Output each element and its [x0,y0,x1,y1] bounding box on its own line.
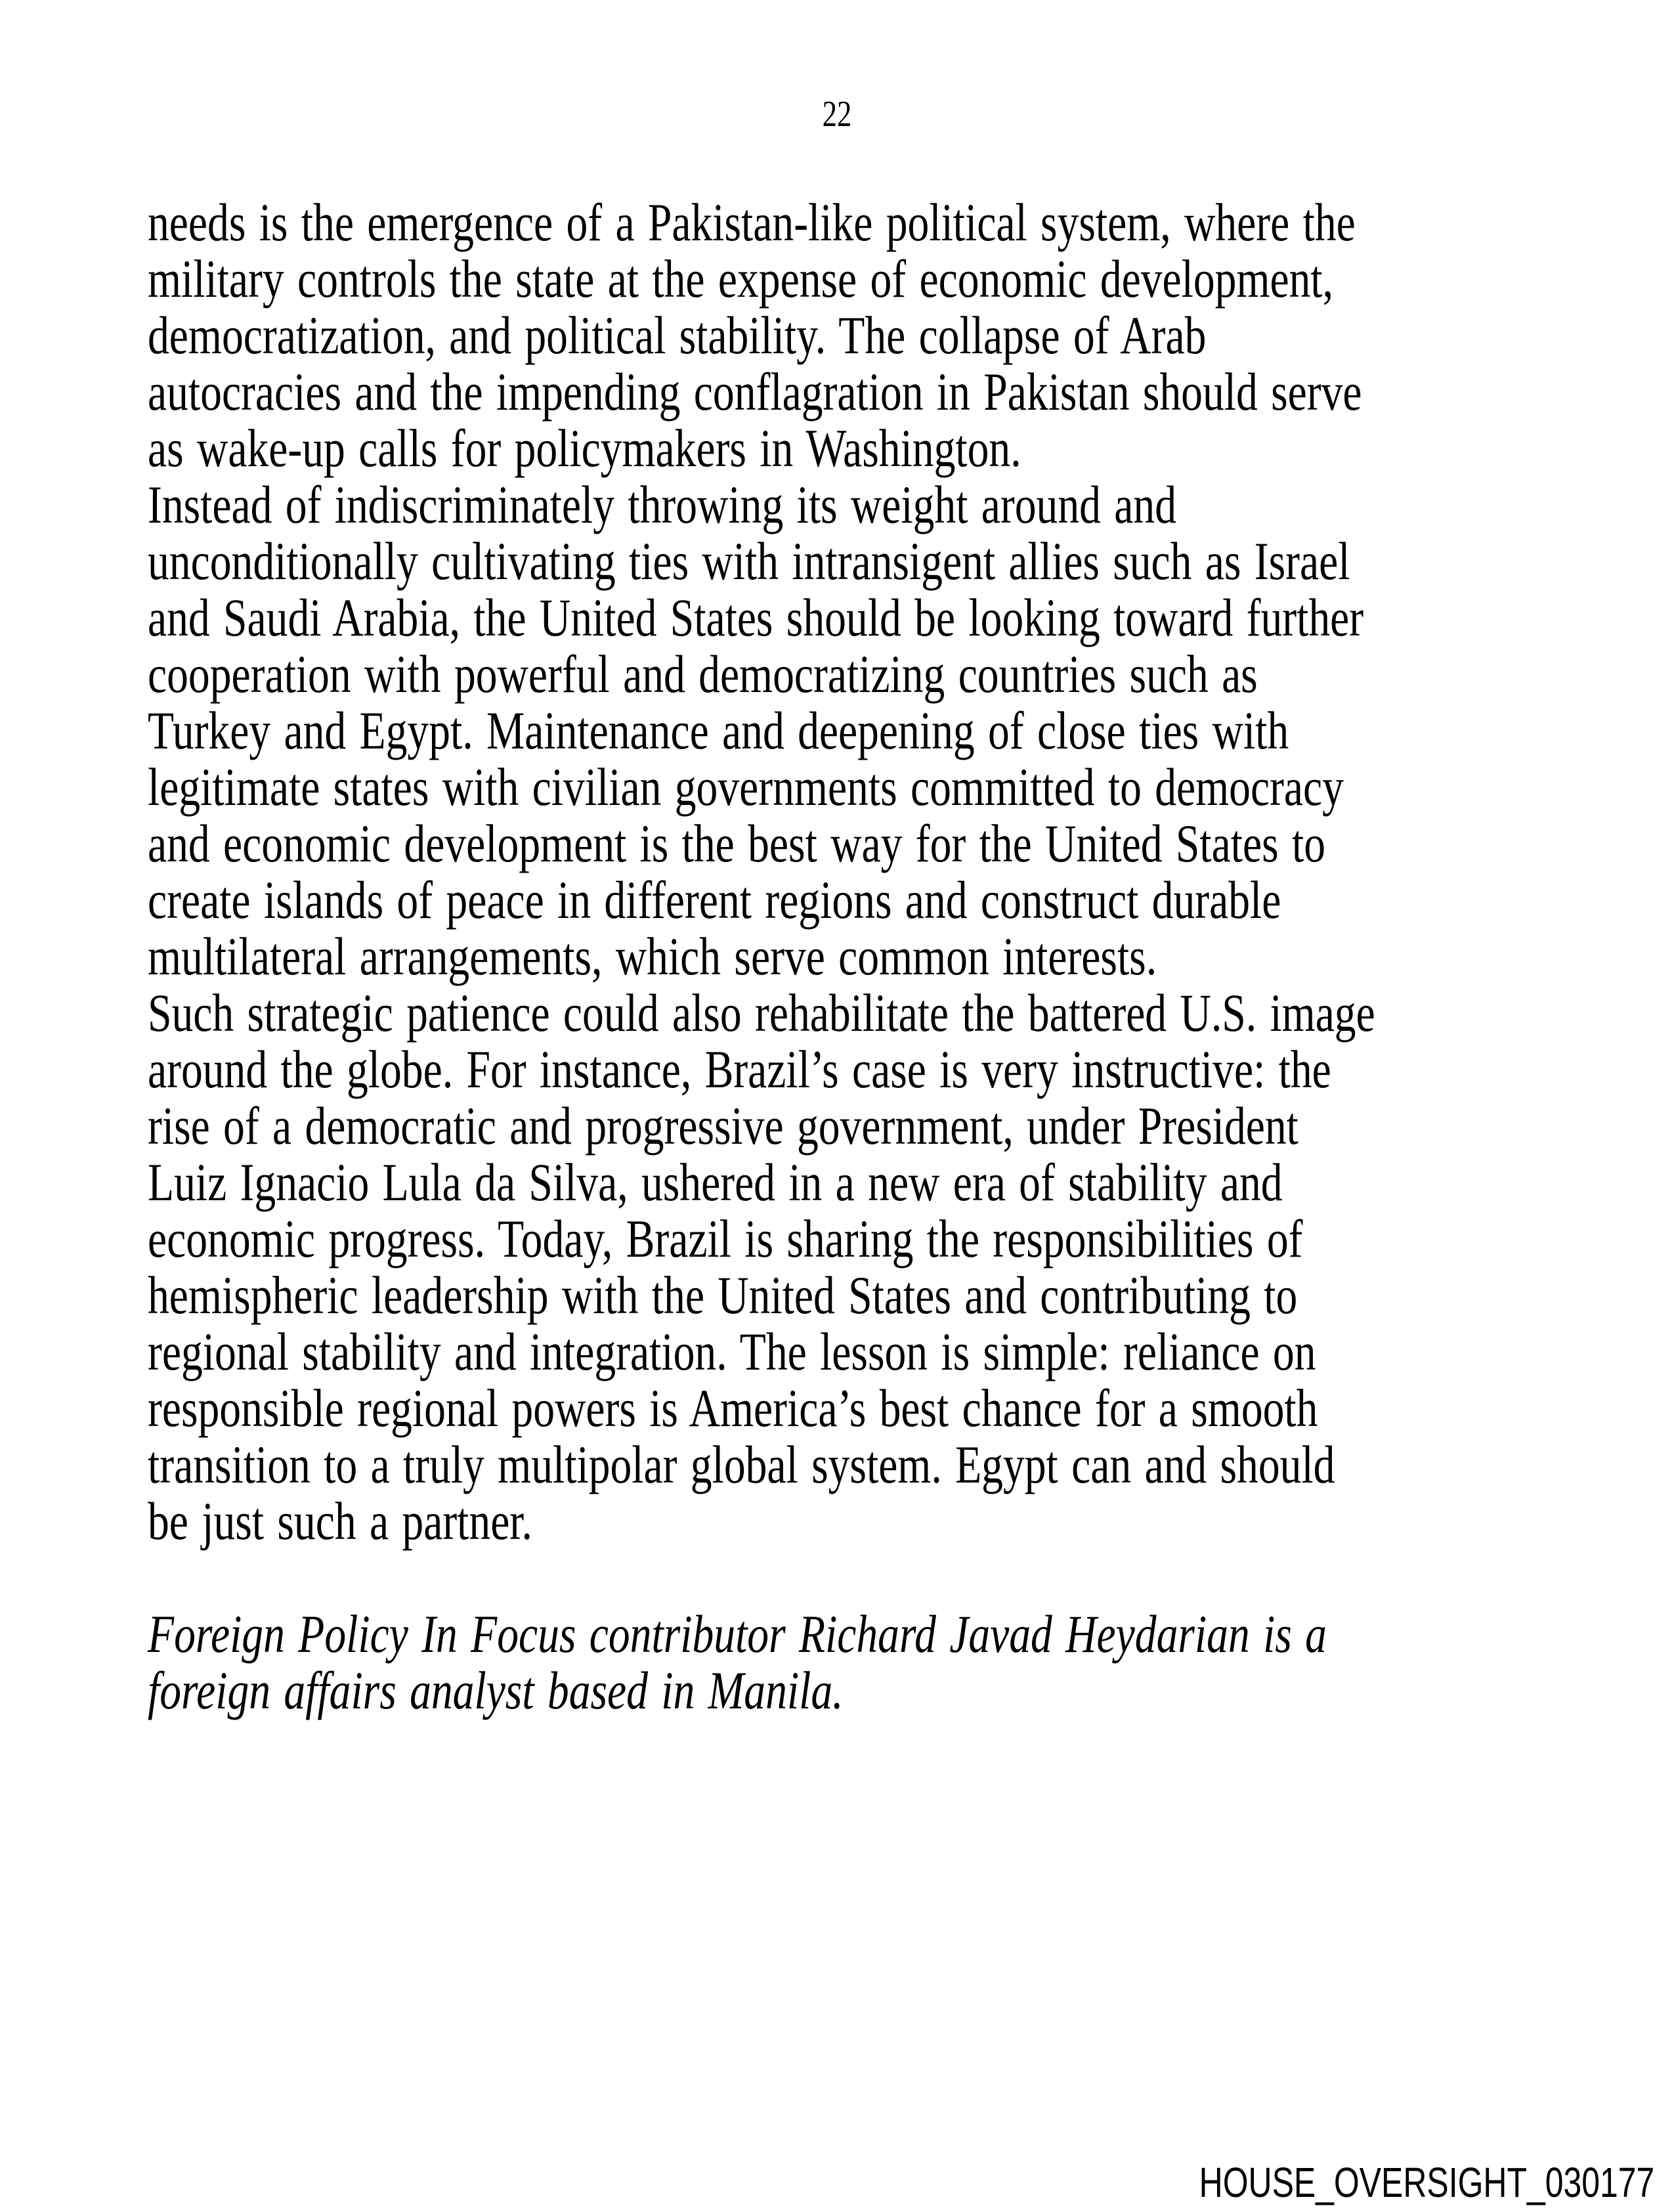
body-text [148,194,1674,1550]
bates-number: HOUSE_OVERSIGHT_030177 [1199,2159,1654,2206]
body-line: Turkey and Egypt. Maintenance and deepening of close ties with [148,701,1289,760]
body-line: as wake-up calls for policymakers in Washington. [148,418,1021,478]
body-line: and Saudi Arabia, the United States should be looking toward further [148,588,1364,647]
body-line: democratization, and political stability. The collapse of Arab [148,305,1207,365]
body-line: unconditionally cultivating ties with intransigent allies such as Israel [148,531,1350,591]
body-line: economic progress. Today, Brazil is sharing the responsibilities of [148,1209,1303,1269]
body-line: create islands of peace in different regions and construct durable [148,870,1281,930]
body-line: needs is the emergence of a Pakistan-like political system, where the [148,192,1356,252]
body-line: rise of a democratic and progressive government, under President [148,1096,1298,1156]
body-line: and economic development is the best way for the United States to [148,813,1325,873]
body-line: hemispheric leadership with the United States and contributing to [148,1265,1298,1325]
body-line: multilateral arrangements, which serve common interests. [148,926,1157,986]
body-line: cooperation with powerful and democratizing countries such as [148,644,1258,704]
body-line: around the globe. For instance, Brazil’s case is very instructive: the [148,1039,1331,1099]
body-line: responsible regional powers is America’s best chance for a smooth [148,1378,1318,1438]
attribution-line: foreign affairs analyst based in Manila. [148,1660,844,1720]
author-attribution [148,1606,1621,1719]
page-number: 22 [822,94,852,135]
body-line: autocracies and the impending conflagration in Pakistan should serve [148,362,1362,422]
body-line: military controls the state at the expense of economic development, [148,249,1334,309]
body-line: legitimate states with civilian governments committed to democracy [148,757,1344,817]
body-line: transition to a truly multipolar global system. Egypt can and should [148,1435,1335,1494]
body-line: regional stability and integration. The lesson is simple: reliance on [148,1322,1316,1381]
body-line: Instead of indiscriminately throwing its weight around and [148,475,1177,534]
body-line: Luiz Ignacio Lula da Silva, ushered in a new era of stability and [148,1152,1283,1212]
body-line: be just such a partner. [148,1491,532,1551]
body-line: Such strategic patience could also rehabilitate the battered U.S. image [148,983,1375,1043]
attribution-line: Foreign Policy In Focus contributor Richard Javad Heydarian is a [148,1604,1327,1664]
